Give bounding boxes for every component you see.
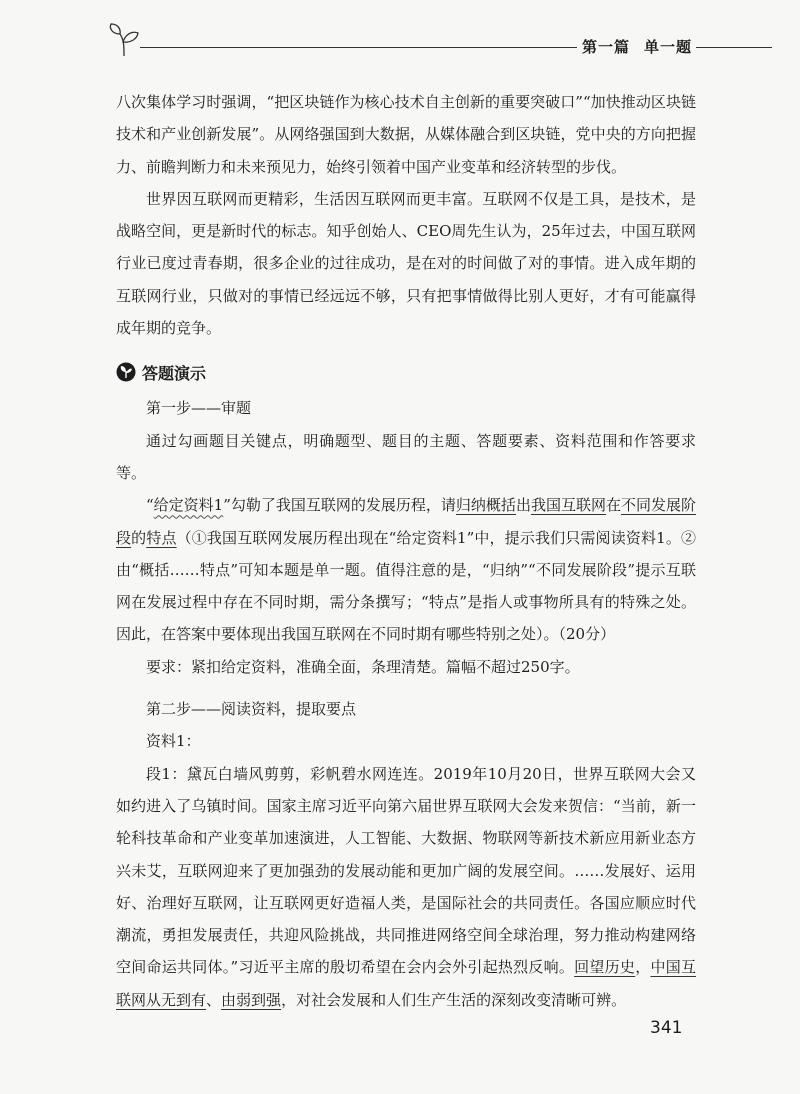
leaf-badge-icon: [116, 362, 136, 382]
page-number: 341: [650, 1018, 683, 1038]
header-part: 第一篇: [582, 38, 631, 56]
material-text: 、: [206, 990, 222, 1009]
material-text: ，: [635, 958, 651, 977]
material-keyword-growth-2: 由弱到强: [221, 990, 282, 1009]
section-heading: [116, 356, 696, 388]
page-header: [0, 22, 800, 62]
header-topic: 单一题: [644, 38, 693, 56]
intro-paragraph-2: 世界因互联网而更精彩，生活因互联网而更丰富。互联网不仅是工具，是技术，是战略空间，更是新时代的标志。知乎创始人、CEO周先生认为，25年过去，中国互联网行业已度过青春期，很多企业的过往成功，是在对的时间做了对的事情。进入成年期的互联网行业，只做对的事情已经远远不够，只有把事情做得比别人更好，才有可能赢得成年期的竞争。: [116, 189, 696, 338]
section-title: 答题演示: [142, 363, 207, 383]
step1-paragraph-1: 通过勾画题目关键点，明确题型、题目的主题、答题要素、资料范围和作答要求等。: [116, 431, 696, 482]
question-analysis: （①我国互联网发展历程出现在“给定资料1”中，提示我们只需阅读资料1。②由“概括……特点”可知本题是单一题。值得注意的是，“归纳”“不同发展阶段”提示互联网在发展过程中存在不同时期，需分条撰写；“特点”是指人或事物所具有的特殊之处。因此，在答案中要体现出我国互联网在不同时期有哪些特别之处）。（20分）: [116, 528, 696, 644]
question-keyword-stages: 不同发展阶段: [116, 496, 696, 547]
material-label: 资料1：: [146, 732, 201, 751]
question-keyword-subject: 我国互联网: [530, 496, 606, 515]
sprout-icon: [106, 22, 146, 58]
header-rule-left: [140, 47, 577, 48]
step1-heading: 第一步——审题: [146, 399, 252, 418]
intro-paragraph-1: 八次集体学习时强调，“把区块链作为核心技术自主创新的重要突破口”“加快推动区块链技术和产业创新发展”。从网络强国到大数据，从媒体融合到区块链，党中央的方向把握力、前瞻判断力和未来预见力，始终引领着中国产业变革和经济转型的步伐。: [116, 93, 696, 176]
question-text: “: [146, 496, 154, 515]
step1-requirement: 要求：紧扣给定资料，准确全面，条理清楚。篇幅不超过250字。: [146, 657, 580, 676]
step2-heading: 第二步——阅读资料，提取要点: [146, 700, 357, 719]
question-text: 的: [131, 528, 147, 547]
material-paragraph-1: [116, 758, 696, 1016]
question-text: ”勾勒了我国互联网的发展历程，请: [223, 496, 456, 515]
step1-question: [116, 489, 696, 650]
material-keyword-history: 回望历史: [574, 958, 636, 977]
question-keyword-summarize: 归纳概括: [455, 496, 516, 515]
question-text: 出: [515, 496, 531, 515]
question-text: 在: [605, 496, 621, 515]
question-keyword-material: 给定资料1: [153, 496, 224, 515]
material-text: ，对社会发展和人们生产生活的深刻改变清晰可辨。: [281, 990, 627, 1009]
header-title: [582, 36, 692, 57]
header-rule-right: [696, 47, 772, 48]
question-keyword-features: 特点: [146, 528, 177, 547]
material-keyword-subject: 中国互联网: [116, 958, 696, 1009]
material-keyword-growth-1: 从无到有: [146, 990, 207, 1009]
page-body: [116, 86, 696, 1016]
material-text: 段1：黛瓦白墙风剪剪，彩帆碧水网连连。2019年10月20日，世界互联网大会又如约进入了乌镇时间。国家主席习近平向第六届世界互联网大会发来贺信：“当前，新一轮科技革命和产业变革加速演进，人工智能、大数据、物联网等新技术新应用新业态方兴未艾，互联网迎来了更加强劲的发展动能和更加广阔的发展空间。……发展好、运用好、治理好互联网，让互联网更好造福人类，是国际社会的共同责任。各国应顺应时代潮流，勇担发展责任，共迎风险挑战，共同推进网络空间全球治理，努力推动构建网络空间命运共同体。”习近平主席的殷切希望在会内会外引起热烈反响。: [116, 764, 696, 977]
